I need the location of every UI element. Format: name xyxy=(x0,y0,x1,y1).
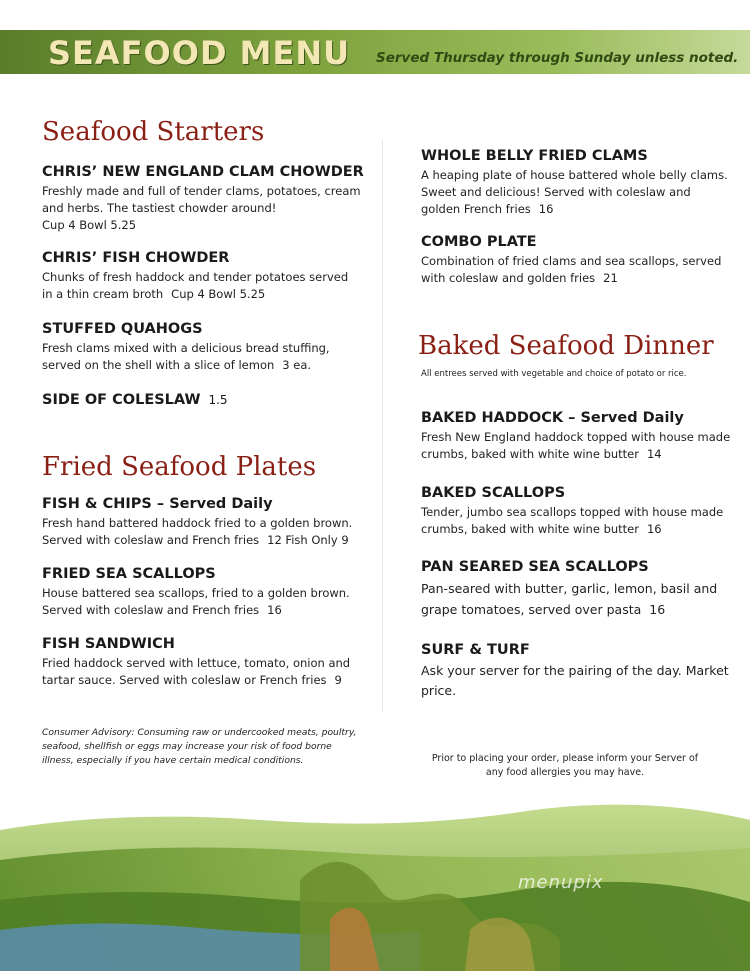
menu-item xyxy=(421,408,731,463)
menu-item xyxy=(42,390,362,410)
item-description: House battered sea scallops, fried to a golden brown. Served with coleslaw and French fries 16 xyxy=(42,586,350,617)
item-title: FRIED SEA SCALLOPS xyxy=(42,566,216,582)
watercolor-landscape xyxy=(0,790,750,971)
menu-subtitle: Served Thursday through Sunday unless noted. xyxy=(376,50,739,66)
item-title: BAKED SCALLOPS xyxy=(421,485,566,501)
item-description: Freshly made and full of tender clams, potatoes, cream and herbs. The tastiest chowder around! Cup 4 Bowl 5.25 xyxy=(42,184,361,232)
item-price: 16 xyxy=(646,522,662,536)
item-title: CHRIS’ FISH CHOWDER xyxy=(42,250,230,266)
item-title: SIDE OF COLESLAW 1.5 xyxy=(42,392,228,408)
consumer-advisory: Consumer Advisory: Consuming raw or undercooked meats, poultry, seafood, shellfish or eggs may increase your risk of food borne illness, especially if you have certain medical conditions. xyxy=(42,727,357,766)
watermark: menupix xyxy=(518,872,604,893)
menu-item xyxy=(421,483,731,538)
item-title: CHRIS’ NEW ENGLAND CLAM CHOWDER xyxy=(42,164,364,180)
menu-item xyxy=(42,564,362,619)
item-price: 16 xyxy=(538,202,554,216)
menu-item xyxy=(421,640,731,701)
item-description: Fresh hand battered haddock fried to a golden brown. Served with coleslaw and French fries 12 Fish Only 9 xyxy=(42,516,353,547)
item-title: FISH SANDWICH xyxy=(42,636,175,652)
item-price: 12 Fish Only 9 xyxy=(267,533,349,547)
baked-note: All entrees served with vegetable and choice of potato or rice. xyxy=(421,369,687,379)
section-heading-starters: Seafood Starters xyxy=(42,117,265,147)
item-price: 21 xyxy=(603,271,618,285)
menu-item xyxy=(421,146,731,218)
item-description: Fresh clams mixed with a delicious bread stuffing, served on the shell with a slice of lemon 3 ea. xyxy=(42,341,330,372)
item-price: 1.5 xyxy=(208,393,228,407)
item-price: 9 xyxy=(334,673,342,687)
item-description: Tender, jumbo sea scallops topped with house made crumbs, baked with white wine butter 16 xyxy=(421,505,724,536)
item-price: Cup 4 Bowl 5.25 xyxy=(42,218,137,232)
item-price: 16 xyxy=(649,602,666,617)
item-price: 14 xyxy=(646,447,662,461)
item-description: Fried haddock served with lettuce, tomato, onion and tartar sauce. Served with coleslaw or French fries 9 xyxy=(42,656,351,687)
item-description: Ask your server for the pairing of the day. Market price. xyxy=(421,663,729,698)
menu-item xyxy=(421,232,731,287)
item-title: SURF & TURF xyxy=(421,642,530,658)
column-divider xyxy=(382,140,383,712)
item-title: BAKED HADDOCK – Served Daily xyxy=(421,410,684,426)
allergy-notice: Prior to placing your order, please inform your Server of any food allergies you may have. xyxy=(431,753,699,778)
item-price: Cup 4 Bowl 5.25 xyxy=(171,287,266,301)
item-description: Fresh New England haddock topped with house made crumbs, baked with white wine butter 14 xyxy=(421,430,731,461)
item-title: COMBO PLATE xyxy=(421,234,537,250)
header-banner xyxy=(0,30,750,74)
menu-item xyxy=(42,319,362,374)
item-description: Pan-seared with butter, garlic, lemon, basil and grape tomatoes, served over pasta 16 xyxy=(421,581,718,617)
item-title: FISH & CHIPS – Served Daily xyxy=(42,496,273,512)
menu-item xyxy=(42,248,362,303)
menu-item xyxy=(42,634,362,689)
item-title: STUFFED QUAHOGS xyxy=(42,321,203,337)
item-description: Combination of fried clams and sea scallops, served with coleslaw and golden fries 21 xyxy=(421,254,722,285)
section-heading-fried: Fried Seafood Plates xyxy=(42,452,317,482)
item-title: PAN SEARED SEA SCALLOPS xyxy=(421,559,649,575)
section-heading-baked: Baked Seafood Dinner xyxy=(418,331,714,361)
item-description: Chunks of fresh haddock and tender potatoes served in a thin cream broth Cup 4 Bowl 5.25 xyxy=(42,270,349,301)
menu-item xyxy=(42,162,362,234)
item-description: A heaping plate of house battered whole belly clams. Sweet and delicious! Served with coleslaw and golden French fries 16 xyxy=(421,168,728,216)
item-title: WHOLE BELLY FRIED CLAMS xyxy=(421,148,648,164)
menu-item xyxy=(421,557,731,620)
menu-title: SEAFOOD MENU xyxy=(48,34,351,72)
menu-item xyxy=(42,494,362,549)
item-price: 3 ea. xyxy=(282,358,312,372)
item-price: 16 xyxy=(267,603,282,617)
